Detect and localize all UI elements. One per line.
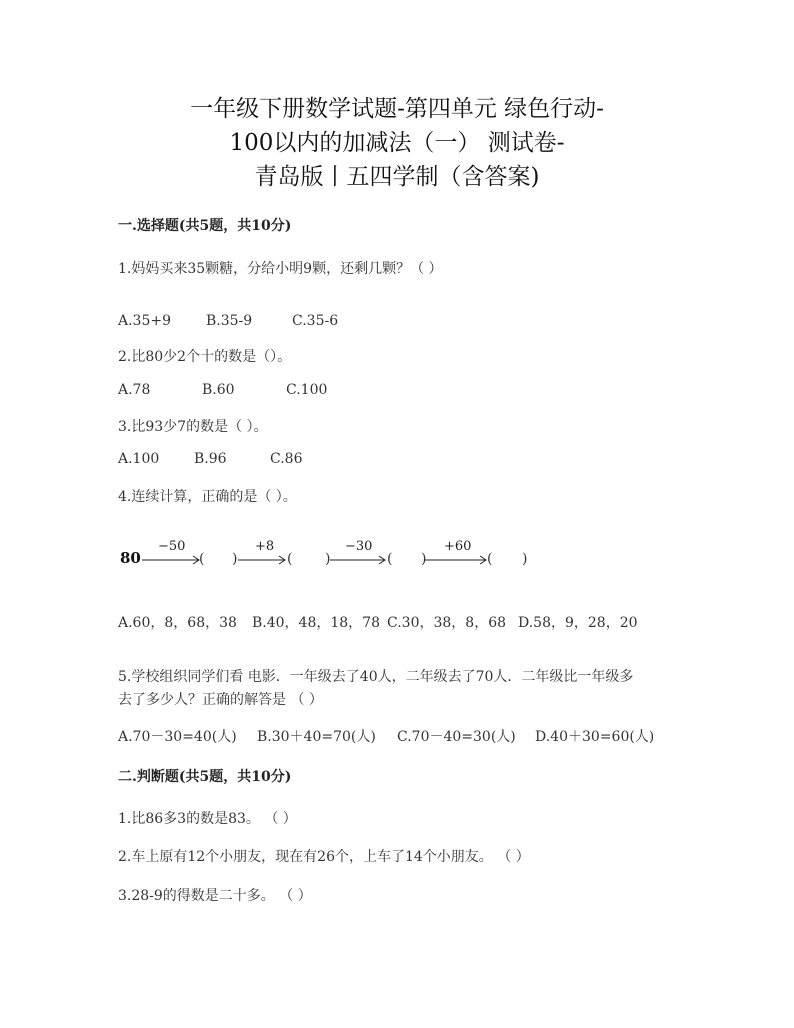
- question-3-options: [118, 451, 302, 467]
- calculation-chain: [120, 539, 620, 573]
- title-line-1: 一年级下册数学试题-第四单元 绿色行动-: [190, 96, 604, 122]
- blank-3-open: (: [387, 551, 393, 567]
- chain-start: 80: [120, 549, 141, 567]
- option-c: C.86: [270, 451, 303, 467]
- question-2: 2.比80少2个十的数是（）。: [118, 349, 292, 365]
- option-b: B.60: [202, 382, 235, 398]
- question-5-line-1: 5.学校组织同学们看 电影．一年级去了40人，二年级去了70人．二年级比一年级多: [118, 669, 634, 685]
- blank-2-close: ): [325, 551, 331, 567]
- judgement-question-2: 2.车上原有12个小朋友，现在有26个，上车了14个小朋友。 （ ）: [118, 849, 530, 865]
- judgement-question-3: 3.28-9的得数是二十多。 （ ）: [118, 888, 312, 904]
- chain-op-4: +60: [444, 539, 472, 554]
- title-line-2: 100以内的加减法（一） 测试卷-: [229, 130, 565, 156]
- blank-1-open: (: [199, 551, 205, 567]
- question-1-options: [118, 313, 338, 329]
- option-c: C.100: [286, 382, 328, 398]
- option-a: A.100: [118, 451, 160, 467]
- option-b: B.96: [194, 451, 227, 467]
- option-c: C.35-6: [292, 313, 339, 329]
- chain-op-1: −50: [158, 539, 186, 554]
- option-b: B.40，48，18，78: [252, 615, 380, 631]
- option-a: A.60，8，68，38: [118, 615, 237, 631]
- question-4: 4.连续计算，正确的是（ ）。: [118, 489, 297, 505]
- question-5-options: [118, 726, 654, 746]
- option-c: C.30，38，8，68: [387, 615, 507, 631]
- option-d: D.40＋30=60(人): [535, 729, 655, 745]
- question-1: 1.妈妈买来35颗糖，分给小明9颗，还剩几颗？（ ）: [118, 261, 443, 277]
- question-4-options: [118, 612, 638, 632]
- judgement-question-1: 1.比86多3的数是83。 （ ）: [118, 811, 297, 827]
- option-a: A.70－30=40(人): [118, 729, 237, 745]
- blank-3-close: ): [421, 551, 427, 567]
- chain-op-2: +8: [255, 539, 275, 554]
- blank-1-close: ): [232, 551, 238, 567]
- title-line-3: 青岛版丨五四学制（含答案): [254, 164, 540, 190]
- option-a: A.35+9: [118, 313, 172, 329]
- question-3: 3.比93少7的数是（ ）。: [118, 419, 268, 435]
- option-c: C.70－40=30(人): [397, 729, 516, 745]
- option-b: B.30＋40=70(人): [257, 729, 376, 745]
- chain-op-3: −30: [345, 539, 373, 554]
- section-heading-judgement: 二.判断题(共5题，共10分): [118, 769, 292, 785]
- question-5-line-2: 去了多少人？正确的解答是 （ ）: [118, 692, 323, 708]
- option-a: A.78: [118, 382, 151, 398]
- blank-4-open: (: [487, 551, 493, 567]
- blank-4-close: ): [522, 551, 528, 567]
- question-2-options: [118, 382, 327, 398]
- option-b: B.35-9: [206, 313, 253, 329]
- blank-2-open: (: [287, 551, 293, 567]
- page-title: [0, 92, 794, 194]
- option-d: D.58，9，28，20: [518, 615, 638, 631]
- section-heading-choice: 一.选择题(共5题，共10分): [118, 218, 292, 234]
